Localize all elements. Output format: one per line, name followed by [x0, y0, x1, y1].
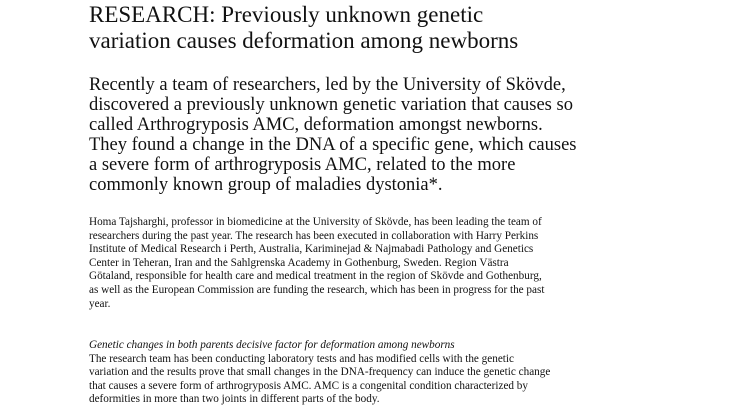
lead-line: commonly known group of maladies dystonia*.: [89, 175, 443, 195]
lead-line: called Arthrogryposis AMC, deformation amongst newborns.: [89, 115, 543, 135]
body-paragraph-2: [89, 339, 729, 407]
body-line: Institute of Medical Research i Perth, Australia, Kariminejad & Najmabadi Pathology and Genetics: [89, 243, 534, 256]
body-line: Götaland, responsible for health care and medical treatment in the region of Skövde and Gothenburg,: [89, 270, 542, 283]
title-line: variation causes deformation among newborns: [89, 28, 519, 53]
title-line: RESEARCH: Previously unknown genetic: [89, 2, 484, 27]
body-line: researchers during the past year. The research has been executed in collaboration with Harry Perkins: [89, 229, 539, 242]
body-line: deformities in more than two joints in different parts of the body.: [89, 393, 380, 406]
section-subheading: Genetic changes in both parents decisive factor for deformation among newborns: [89, 339, 455, 351]
body-line: as well as the European Commission are funding the research, which has been in progress for the past: [89, 283, 545, 296]
lead-line: They found a change in the DNA of a specific gene, which causes: [89, 135, 577, 155]
body-line: Homa Tajsharghi, professor in biomedicine at the University of Skövde, has been leading the team of: [89, 216, 542, 228]
body-line: variation and the results prove that small changes in the DNA-frequency can induce the genetic change: [89, 366, 551, 379]
lead-line: Recently a team of researchers, led by the University of Skövde,: [89, 75, 566, 95]
lead-line: discovered a previously unknown genetic variation that causes so: [89, 95, 573, 115]
body-line: that causes a severe form of arthrogryposis AMC. AMC is a congenital condition characterized by: [89, 379, 528, 392]
body-line: Center in Teheran, Iran and the Sahlgrenska Academy in Gothenburg, Sweden. Region Västra: [89, 256, 509, 269]
lead-line: a severe form of arthrogryposis AMC, related to the more: [89, 155, 516, 175]
body-line: The research team has been conducting laboratory tests and has modified cells with the genetic: [89, 352, 514, 365]
body-paragraph-1: [89, 216, 729, 311]
body-line: year.: [89, 297, 111, 310]
lead-paragraph: [89, 75, 689, 195]
article-title: [89, 2, 689, 54]
